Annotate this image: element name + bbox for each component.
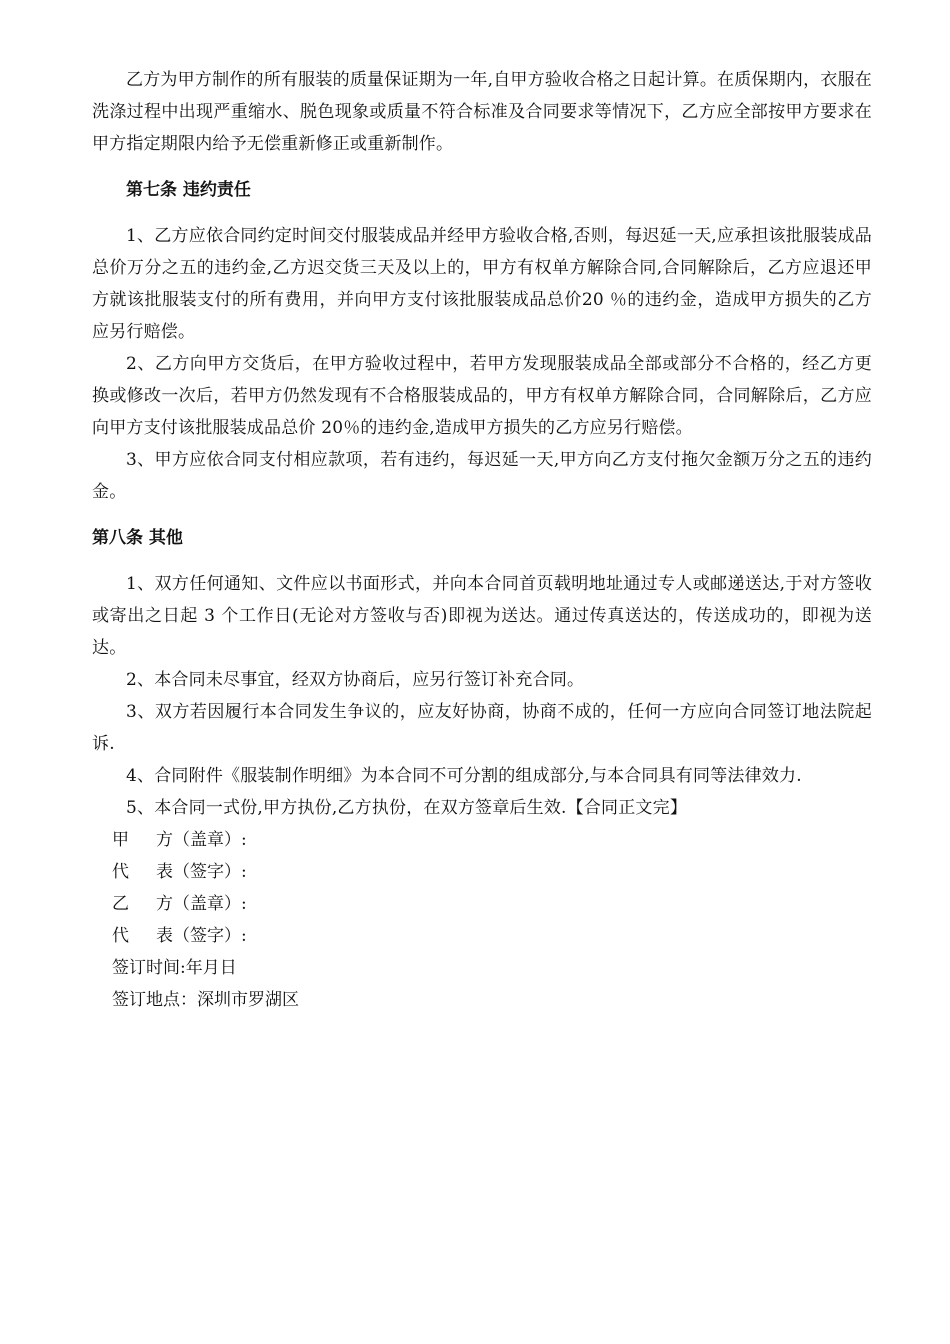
article-7-item-2: 2、乙方向甲方交货后，在甲方验收过程中，若甲方发现服装成品全部或部分不合格的，经乙方更换或修改一次后，若甲方仍然发现有不合格服装成品的，甲方有权单方解除合同，合同解除后，乙方应向甲方支付该批服装成品总价 20％的违约金,造成甲方损失的乙方应另行赔偿。 <box>92 354 872 438</box>
signing-place-line: 签订地点：深圳市罗湖区 <box>112 990 299 1010</box>
article-8-item-2: 2、本合同未尽事宜，经双方协商后，应另行签订补充合同。 <box>126 670 585 690</box>
signature-block <box>112 824 872 1016</box>
article-7-item-1: 1、乙方应依合同约定时间交付服装成品并经甲方验收合格,否则，每迟延一天,应承担该批服装成品总价万分之五的违约金,乙方迟交货三天及以上的，甲方有权单方解除合同,合同解除后，乙方应退还甲方就该批服装支付的所有费用，并向甲方支付该批服装成品总价20 ％的违约金，造成甲方损失的乙方应另行赔偿。 <box>92 226 872 342</box>
party-a-rep-signature-line: 代 表（签字）: <box>112 862 247 882</box>
party-b-seal-line: 乙 方（盖章）: <box>112 894 247 914</box>
article-8-item-1: 1、双方任何通知、文件应以书面形式，并向本合同首页载明地址通过专人或邮递送达,于对方签收或寄出之日起 3 个工作日(无论对方签收与否)即视为送达。通过传真送达的，传送成功的，即视为送达。 <box>92 574 872 658</box>
signing-date-line: 签订时间:年月日 <box>112 958 237 978</box>
article-7-heading: 第七条 违约责任 <box>126 180 251 200</box>
warranty-paragraph: 乙方为甲方制作的所有服装的质量保证期为一年,自甲方验收合格之日起计算。在质保期内，衣服在洗涤过程中出现严重缩水、脱色现象或质量不符合标准及合同要求等情况下，乙方应全部按甲方要求在甲方指定期限内给予无偿重新修正或重新制作。 <box>92 70 872 154</box>
party-a-seal-line: 甲 方（盖章）: <box>112 830 247 850</box>
party-b-rep-signature-line: 代 表（签字）: <box>112 926 247 946</box>
article-8-item-3: 3、双方若因履行本合同发生争议的，应友好协商，协商不成的，任何一方应向合同签订地法院起诉. <box>92 702 872 754</box>
article-8-item-5: 5、本合同一式份,甲方执份,乙方执份，在双方签章后生效.【合同正文完】 <box>126 798 688 818</box>
article-8-item-4: 4、合同附件《服装制作明细》为本合同不可分割的组成部分,与本合同具有同等法律效力. <box>126 766 802 786</box>
article-8-heading: 第八条 其他 <box>92 528 183 548</box>
contract-page <box>92 64 872 1016</box>
article-7-item-3: 3、甲方应依合同支付相应款项，若有违约，每迟延一天,甲方向乙方支付拖欠金额万分之五的违约金。 <box>92 450 872 502</box>
